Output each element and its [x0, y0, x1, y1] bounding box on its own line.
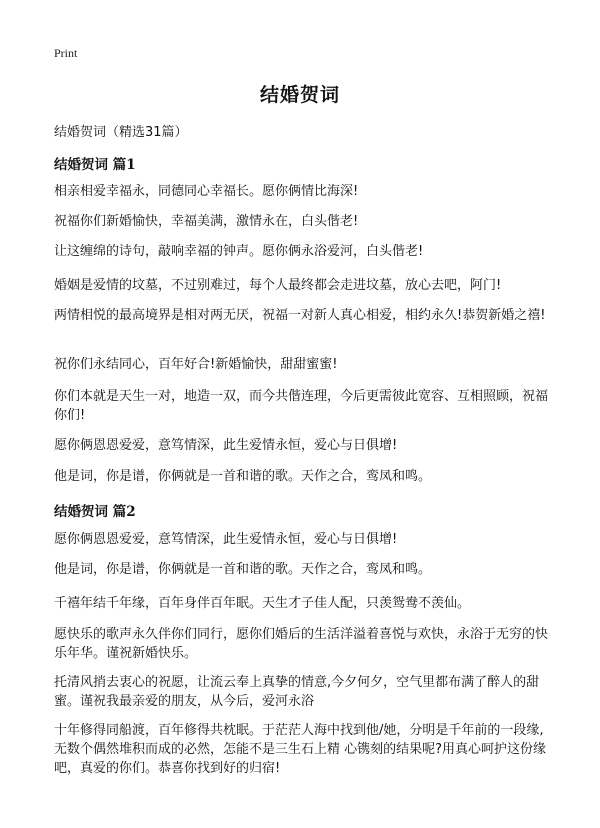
- print-label: Print: [54, 46, 78, 60]
- section-heading: 结婚贺词 篇1: [54, 157, 136, 173]
- paragraph: 你们本就是天生一对，地造一双，而今共偕连理，今后更需彼此宽容、互相照顾，祝福你们!: [54, 389, 549, 423]
- paragraph: 十年修得同船渡，百年修得共枕眠。于茫茫人海中找到他/她，分明是千年前的一段缘,无数个偶然堆积而成的必然，怎能不是三生石上精 心镌刻的结果呢?用真心呵护这份缘吧，真爱的你们。恭喜你找到好的归宿!: [54, 723, 547, 776]
- paragraph: 愿你俩恩恩爱爱，意笃情深，此生爱情永恒，爱心与日俱增!: [54, 438, 398, 453]
- paragraph: 相亲相爱幸福永，同德同心幸福长。愿你俩情比海深!: [54, 184, 359, 199]
- section-heading: 结婚贺词 篇2: [54, 504, 136, 520]
- page-subtitle: 结婚贺词（精选31篇）: [54, 125, 188, 140]
- paragraph: 他是词，你是谱，你俩就是一首和谐的歌。天作之合，鸾凤和鸣。: [54, 469, 432, 484]
- paragraph: 让这缠绵的诗句，敲响幸福的钟声。愿你俩永浴爱河，白头偕老!: [54, 244, 424, 259]
- page-title: 结婚贺词: [259, 84, 340, 106]
- paragraph: 两情相悦的最高境界是相对两无厌，祝福一对新人真心相爱，相约永久!恭贺新婚之禧!: [54, 308, 546, 323]
- paragraph: 婚姻是爱情的坟墓，不过别难过，每个人最终都会走进坟墓，放心去吧，阿门!: [54, 278, 502, 293]
- paragraph: 托清风捎去衷心的祝愿，让流云奉上真挚的情意,今夕何夕，空气里都布满了醉人的甜蜜。谨祝我最亲爱的朋友，从今后，爱河永浴: [54, 675, 540, 709]
- paragraph: 祝福你们新婚愉快，幸福美满，激情永在，白头偕老!: [54, 214, 359, 229]
- paragraph: 愿你俩恩恩爱爱，意笃情深，此生爱情永恒，爱心与日俱增!: [54, 532, 398, 547]
- paragraph: 千禧年结千年缘，百年身伴百年眠。天生才子佳人配，只羡鸳鸯不羡仙。: [54, 596, 471, 611]
- paragraph: 他是词，你是谱，你俩就是一首和谐的歌。天作之合，鸾凤和鸣。: [54, 562, 432, 577]
- paragraph: 愿快乐的歌声永久伴你们同行，愿你们婚后的生活洋溢着喜悦与欢快，永浴于无穷的快乐年华。谨祝新婚快乐。: [54, 627, 549, 661]
- paragraph: 祝你们永结同心，百年好合!新婚愉快，甜甜蜜蜜!: [54, 357, 338, 372]
